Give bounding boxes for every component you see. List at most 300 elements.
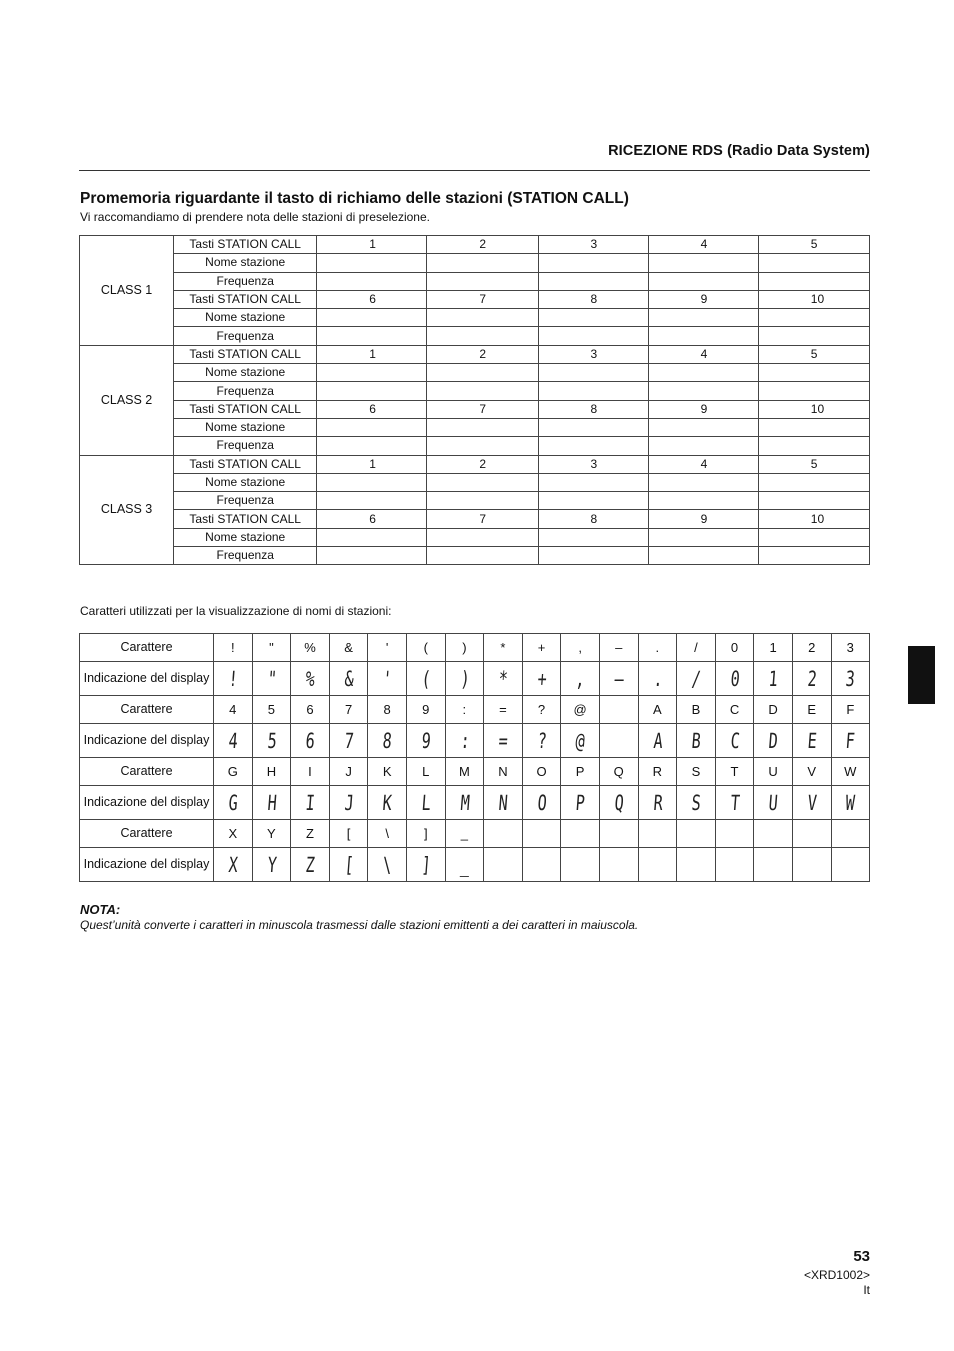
display-glyph-cell: [484, 848, 523, 882]
display-glyph-cell: [561, 724, 600, 758]
display-glyph-cell: [792, 662, 831, 696]
segment-display-glyph: A: [652, 728, 663, 753]
character-cell: J: [329, 758, 368, 786]
station-number: 7: [427, 510, 538, 528]
display-glyph-cell: [484, 662, 523, 696]
character-label: Carattere: [80, 758, 214, 786]
display-glyph-cell: [831, 848, 870, 882]
blank-cell: [648, 547, 758, 565]
segment-display-glyph: (: [420, 666, 431, 691]
blank-cell: [648, 437, 758, 455]
character-cell: [792, 820, 831, 848]
display-glyph-cell: [754, 848, 793, 882]
display-glyph-cell: [599, 848, 638, 882]
segment-display-glyph: C: [729, 728, 740, 753]
display-glyph-cell: [445, 724, 484, 758]
station-table-row: [80, 437, 870, 455]
blank-cell: [648, 473, 758, 491]
language-code: It: [863, 1283, 870, 1297]
character-cell: 9: [406, 696, 445, 724]
station-table-row: [80, 364, 870, 382]
character-cell: A: [638, 696, 677, 724]
character-cell: 1: [754, 634, 793, 662]
station-table-row: [80, 290, 870, 308]
display-glyph-cell: [445, 786, 484, 820]
segment-display-glyph: K: [382, 790, 393, 815]
blank-cell: [317, 492, 427, 510]
station-number: 4: [648, 345, 758, 363]
header-rule: [79, 170, 870, 171]
display-glyph-cell: [522, 662, 561, 696]
display-glyph-cell: [677, 848, 716, 882]
station-number: 6: [317, 400, 427, 418]
display-glyph-cell: [329, 786, 368, 820]
display-glyph-cell: [368, 662, 407, 696]
station-number: 2: [427, 236, 538, 254]
display-glyph-cell: [677, 662, 716, 696]
row-label: Tasti STATION CALL: [174, 510, 317, 528]
blank-cell: [758, 382, 869, 400]
blank-cell: [317, 254, 427, 272]
display-glyph-cell: [831, 662, 870, 696]
station-table-row: [80, 345, 870, 363]
blank-cell: [648, 254, 758, 272]
character-cell: (: [406, 634, 445, 662]
character-cell: [522, 820, 561, 848]
blank-cell: [758, 364, 869, 382]
display-glyph-cell: [599, 786, 638, 820]
display-label: Indicazione del display: [80, 786, 214, 820]
segment-display-glyph: I: [304, 790, 316, 815]
blank-cell: [538, 547, 648, 565]
station-number: 8: [538, 510, 648, 528]
character-cell: _: [445, 820, 484, 848]
character-cell: E: [792, 696, 831, 724]
blank-cell: [648, 418, 758, 436]
blank-cell: [758, 418, 869, 436]
segment-display-glyph: R: [652, 790, 663, 815]
character-cell: !: [214, 634, 253, 662]
segment-display-glyph: B: [690, 728, 702, 753]
segment-display-glyph: W: [845, 790, 856, 815]
blank-cell: [317, 364, 427, 382]
character-row: [80, 758, 870, 786]
segment-display-glyph: [: [343, 852, 354, 877]
blank-cell: [538, 272, 648, 290]
row-label: Nome stazione: [174, 418, 317, 436]
character-cell: @: [561, 696, 600, 724]
character-row: [80, 696, 870, 724]
character-cell: –: [599, 634, 638, 662]
station-table-row: [80, 418, 870, 436]
segment-display-glyph: Z: [304, 852, 316, 877]
display-glyph-cell: [754, 662, 793, 696]
segment-display-glyph: E: [806, 728, 817, 753]
display-glyph-cell: [252, 848, 291, 882]
blank-cell: [538, 473, 648, 491]
character-cell: ): [445, 634, 484, 662]
blank-cell: [648, 382, 758, 400]
display-glyph-cell: [561, 662, 600, 696]
segment-display-glyph: Q: [613, 790, 624, 815]
segment-display-glyph: N: [497, 790, 509, 815]
character-cell: .: [638, 634, 677, 662]
segment-display-glyph: –: [613, 666, 624, 691]
blank-cell: [317, 309, 427, 327]
station-number: 8: [538, 290, 648, 308]
character-cell: 5: [252, 696, 291, 724]
character-cell: [715, 820, 754, 848]
segment-display-glyph: %: [304, 666, 316, 691]
blank-cell: [758, 528, 869, 546]
station-table-row: [80, 272, 870, 290]
station-number: 8: [538, 400, 648, 418]
segment-display-glyph: H: [266, 790, 277, 815]
segment-display-glyph: L: [420, 790, 431, 815]
row-label: Tasti STATION CALL: [174, 455, 317, 473]
segment-display-glyph: !: [227, 666, 238, 691]
segment-display-glyph: 7: [343, 728, 354, 753]
station-number: 3: [538, 455, 648, 473]
blank-cell: [427, 437, 538, 455]
display-glyph-cell: [252, 662, 291, 696]
blank-cell: [758, 309, 869, 327]
display-glyph-cell: [406, 662, 445, 696]
station-number: 10: [758, 510, 869, 528]
segment-display-glyph: 6: [304, 728, 316, 753]
display-glyph-cell: [715, 662, 754, 696]
segment-display-glyph: T: [729, 790, 740, 815]
display-glyph-cell: [329, 848, 368, 882]
display-label: Indicazione del display: [80, 848, 214, 882]
character-label: Carattere: [80, 820, 214, 848]
station-number: 6: [317, 510, 427, 528]
station-table-row: [80, 254, 870, 272]
section-subtitle: Vi raccomandiamo di prendere nota delle stazioni di preselezione.: [80, 210, 430, 224]
character-cell: [754, 820, 793, 848]
row-label: Tasti STATION CALL: [174, 236, 317, 254]
character-cell: [831, 820, 870, 848]
display-glyph-cell: [214, 848, 253, 882]
row-label: Frequenza: [174, 437, 317, 455]
character-cell: ,: [561, 634, 600, 662]
display-glyph-cell: [484, 724, 523, 758]
blank-cell: [648, 327, 758, 345]
blank-cell: [427, 547, 538, 565]
blank-cell: [427, 327, 538, 345]
display-glyph-cell: [792, 786, 831, 820]
display-glyph-cell: [214, 724, 253, 758]
station-number: 10: [758, 400, 869, 418]
segment-display-glyph: .: [652, 666, 663, 691]
character-cell: [484, 820, 523, 848]
segment-display-glyph: 5: [266, 728, 277, 753]
row-label: Nome stazione: [174, 473, 317, 491]
blank-cell: [427, 473, 538, 491]
display-glyph-cell: [522, 786, 561, 820]
display-glyph-cell: [368, 848, 407, 882]
display-glyph-cell: [368, 724, 407, 758]
blank-cell: [538, 382, 648, 400]
display-glyph-cell: [252, 724, 291, 758]
station-table-row: [80, 236, 870, 254]
display-glyph-cell: [291, 724, 330, 758]
row-label: Frequenza: [174, 382, 317, 400]
display-glyph-cell: [638, 662, 677, 696]
station-table-row: [80, 400, 870, 418]
segment-display-glyph: 0: [729, 666, 740, 691]
blank-cell: [758, 327, 869, 345]
station-table-row: [80, 455, 870, 473]
row-label: Tasti STATION CALL: [174, 400, 317, 418]
station-number: 5: [758, 345, 869, 363]
character-cell: [638, 820, 677, 848]
display-glyph-cell: [715, 724, 754, 758]
character-label: Carattere: [80, 634, 214, 662]
display-glyph-cell: [599, 662, 638, 696]
character-cell: T: [715, 758, 754, 786]
blank-cell: [538, 492, 648, 510]
character-cell: ': [368, 634, 407, 662]
blank-cell: [427, 272, 538, 290]
row-label: Frequenza: [174, 547, 317, 565]
display-glyph-cell: [214, 786, 253, 820]
segment-display-glyph: 8: [382, 728, 393, 753]
display-glyph-cell: [638, 724, 677, 758]
blank-cell: [538, 528, 648, 546]
blank-cell: [427, 364, 538, 382]
station-number: 7: [427, 400, 538, 418]
segment-display-glyph: ': [382, 666, 393, 691]
character-cell: P: [561, 758, 600, 786]
segment-display-glyph: *: [497, 666, 509, 691]
character-cell: Q: [599, 758, 638, 786]
display-glyph-cell: [792, 724, 831, 758]
display-glyph-cell: [291, 786, 330, 820]
character-cell: O: [522, 758, 561, 786]
segment-display-glyph: 2: [806, 666, 817, 691]
row-label: Nome stazione: [174, 254, 317, 272]
station-table-row: [80, 510, 870, 528]
blank-cell: [538, 327, 648, 345]
display-glyph-cell: [252, 786, 291, 820]
segment-display-glyph: 9: [420, 728, 431, 753]
station-number: 3: [538, 236, 648, 254]
station-number: 1: [317, 455, 427, 473]
character-label: Carattere: [80, 696, 214, 724]
display-row: [80, 662, 870, 696]
character-cell: F: [831, 696, 870, 724]
character-cell: 2: [792, 634, 831, 662]
row-label: Nome stazione: [174, 528, 317, 546]
character-cell: ?: [522, 696, 561, 724]
display-glyph-cell: [792, 848, 831, 882]
station-number: 2: [427, 345, 538, 363]
character-cell: W: [831, 758, 870, 786]
note-text: Quest’unità converte i caratteri in minuscola trasmessi dalle stazioni emittenti a dei caratteri in maiuscola.: [80, 918, 639, 932]
character-cell: 3: [831, 634, 870, 662]
character-cell: [599, 696, 638, 724]
blank-cell: [648, 492, 758, 510]
display-glyph-cell: [831, 724, 870, 758]
row-label: Nome stazione: [174, 364, 317, 382]
character-cell: R: [638, 758, 677, 786]
character-cell: %: [291, 634, 330, 662]
segment-display-glyph: ,: [575, 666, 586, 691]
blank-cell: [538, 309, 648, 327]
segment-display-glyph: 4: [227, 728, 238, 753]
segment-display-glyph: 1: [768, 666, 779, 691]
character-cell: K: [368, 758, 407, 786]
display-glyph-cell: [368, 786, 407, 820]
station-table-row: [80, 492, 870, 510]
character-cell: M: [445, 758, 484, 786]
character-cell: :: [445, 696, 484, 724]
segment-display-glyph: S: [690, 790, 702, 815]
character-cell: *: [484, 634, 523, 662]
station-number: 6: [317, 290, 427, 308]
character-cell: V: [792, 758, 831, 786]
character-cell: \: [368, 820, 407, 848]
segment-display-glyph: ]: [420, 852, 431, 877]
blank-cell: [427, 492, 538, 510]
character-cell: N: [484, 758, 523, 786]
display-glyph-cell: [406, 786, 445, 820]
display-glyph-cell: [214, 662, 253, 696]
row-label: Tasti STATION CALL: [174, 345, 317, 363]
blank-cell: [758, 272, 869, 290]
station-number: 2: [427, 455, 538, 473]
station-number: 1: [317, 345, 427, 363]
blank-cell: [317, 437, 427, 455]
character-cell: 8: [368, 696, 407, 724]
station-table-row: [80, 528, 870, 546]
station-number: 9: [648, 510, 758, 528]
character-cell: ": [252, 634, 291, 662]
segment-display-glyph: P: [575, 790, 586, 815]
blank-cell: [427, 418, 538, 436]
segment-display-glyph: /: [690, 666, 702, 691]
segment-display-glyph: O: [536, 790, 547, 815]
station-number: 9: [648, 290, 758, 308]
display-glyph-cell: [445, 848, 484, 882]
display-glyph-cell: [561, 786, 600, 820]
character-cell: B: [677, 696, 716, 724]
station-number: 5: [758, 455, 869, 473]
station-number: 4: [648, 455, 758, 473]
chars-caption: Caratteri utilizzati per la visualizzazione di nomi di stazioni:: [80, 604, 392, 618]
character-cell: =: [484, 696, 523, 724]
document-code: <XRD1002>: [803, 1268, 870, 1282]
character-cell: 4: [214, 696, 253, 724]
display-row: [80, 848, 870, 882]
blank-cell: [317, 382, 427, 400]
station-table-row: [80, 473, 870, 491]
station-table-row: [80, 382, 870, 400]
station-number: 7: [427, 290, 538, 308]
character-cell: &: [329, 634, 368, 662]
display-characters-table: [79, 633, 870, 882]
blank-cell: [538, 437, 648, 455]
segment-display-glyph: J: [343, 790, 354, 815]
segment-display-glyph: :: [459, 728, 470, 753]
class-label: CLASS 1: [80, 236, 174, 346]
segment-display-glyph: ": [266, 666, 277, 691]
character-row: [80, 634, 870, 662]
character-cell: H: [252, 758, 291, 786]
display-glyph-cell: [715, 848, 754, 882]
row-label: Frequenza: [174, 327, 317, 345]
segment-display-glyph: @: [575, 728, 586, 753]
character-cell: G: [214, 758, 253, 786]
blank-cell: [758, 254, 869, 272]
segment-display-glyph: _: [459, 852, 470, 877]
station-table-row: [80, 309, 870, 327]
blank-cell: [317, 418, 427, 436]
row-label: Frequenza: [174, 492, 317, 510]
display-row: [80, 724, 870, 758]
segment-display-glyph: G: [227, 790, 238, 815]
blank-cell: [427, 309, 538, 327]
display-glyph-cell: [638, 786, 677, 820]
character-cell: 0: [715, 634, 754, 662]
display-glyph-cell: [291, 662, 330, 696]
segment-display-glyph: U: [768, 790, 779, 815]
blank-cell: [317, 272, 427, 290]
blank-cell: [317, 327, 427, 345]
character-cell: I: [291, 758, 330, 786]
row-label: Nome stazione: [174, 309, 317, 327]
display-glyph-cell: [445, 662, 484, 696]
display-glyph-cell: [522, 724, 561, 758]
segment-display-glyph: &: [343, 666, 354, 691]
segment-display-glyph: +: [536, 666, 547, 691]
page-number: 53: [853, 1248, 870, 1265]
blank-cell: [758, 547, 869, 565]
blank-cell: [648, 364, 758, 382]
blank-cell: [648, 309, 758, 327]
section-tab-marker: [908, 646, 935, 704]
character-cell: U: [754, 758, 793, 786]
section-title: Promemoria riguardante il tasto di richiamo delle stazioni (STATION CALL): [80, 190, 629, 207]
segment-display-glyph: =: [497, 728, 509, 753]
class-label: CLASS 3: [80, 455, 174, 565]
station-number: 1: [317, 236, 427, 254]
blank-cell: [317, 547, 427, 565]
display-glyph-cell: [754, 724, 793, 758]
segment-display-glyph: F: [845, 728, 856, 753]
station-number: 3: [538, 345, 648, 363]
character-cell: ]: [406, 820, 445, 848]
display-glyph-cell: [599, 724, 638, 758]
blank-cell: [648, 272, 758, 290]
display-glyph-cell: [561, 848, 600, 882]
blank-cell: [317, 528, 427, 546]
station-number: 4: [648, 236, 758, 254]
character-cell: 6: [291, 696, 330, 724]
character-cell: Y: [252, 820, 291, 848]
segment-display-glyph: ?: [536, 728, 547, 753]
blank-cell: [538, 418, 648, 436]
character-cell: 7: [329, 696, 368, 724]
character-cell: /: [677, 634, 716, 662]
display-glyph-cell: [329, 662, 368, 696]
display-glyph-cell: [406, 724, 445, 758]
segment-display-glyph: D: [768, 728, 779, 753]
display-glyph-cell: [291, 848, 330, 882]
display-label: Indicazione del display: [80, 662, 214, 696]
blank-cell: [427, 528, 538, 546]
